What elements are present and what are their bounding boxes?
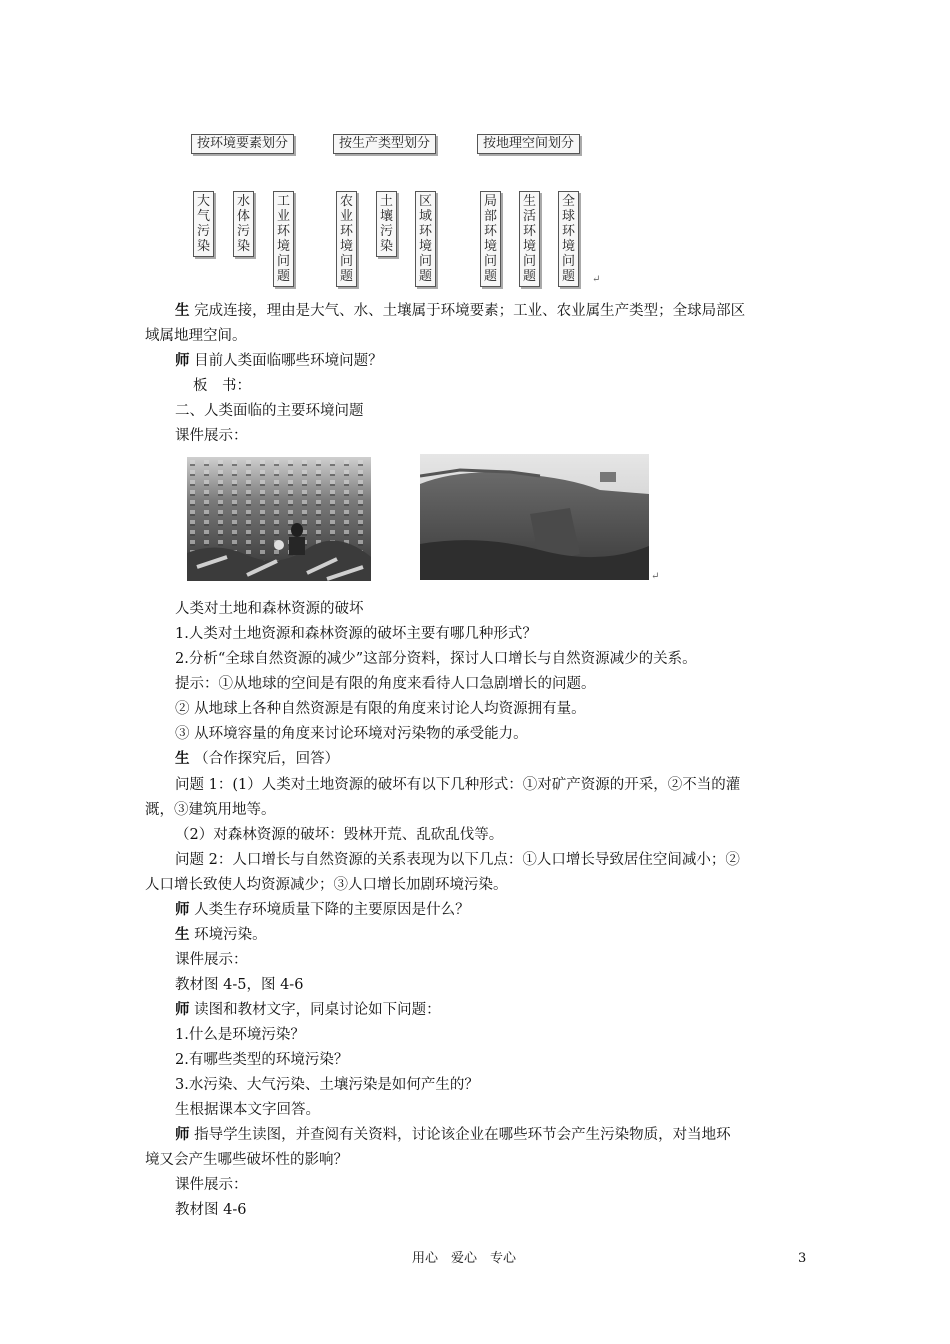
text-line: 2.有哪些类型的环境污染？ (175, 1052, 349, 1068)
mining-photo (420, 454, 649, 580)
text-line: 板 书： (193, 378, 251, 394)
text-line: （2）对森林资源的破坏：毁林开荒、乱砍乱伐等。 (175, 827, 504, 843)
footer-motto: 用心 爱心 专心 (412, 1251, 517, 1266)
text-line: 生 环境污染。 (175, 926, 267, 943)
text-line: 生 完成连接，理由是大气、水、土壤属于环境要素；工业、农业属生产类型；全球局部区 (175, 302, 746, 319)
text-line: ② 从地球上各种自然资源是有限的角度来讨论人均资源拥有量。 (175, 701, 586, 717)
text-line: 人类对土地和森林资源的破坏 (175, 601, 364, 617)
diagram-header: 按环境要素划分 (191, 134, 294, 154)
text-line: 3.水污染、大气污染、土壤污染是如何产生的？ (175, 1077, 479, 1093)
text-line: 生根据课本文字回答。 (175, 1102, 320, 1118)
text-line: 人口增长致使人均资源减少；③人口增长加剧环境污染。 (145, 877, 508, 893)
text-line: 1.人类对土地资源和森林资源的破坏主要有哪几种形式？ (175, 626, 537, 642)
return-mark-icon: ↵ (651, 571, 660, 582)
text-line: 问题 1：(1）人类对土地资源的破坏有以下几种形式：①对矿产资源的开采，②不当的灌 (175, 777, 741, 793)
text-line: 师 目前人类面临哪些环境问题？ (175, 352, 383, 369)
text-line: 溉，③建筑用地等。 (145, 802, 276, 818)
text-line: 教材图 4-5，图 4-6 (175, 977, 304, 993)
diagram-header: 按地理空间划分 (477, 134, 580, 154)
page-number: 3 (798, 1251, 807, 1266)
diagram-box: 水体污染 (233, 191, 254, 257)
text-line: ③ 从环境容量的角度来讨论环境对污染物的承受能力。 (175, 726, 528, 742)
text-line: 二、人类面临的主要环境问题 (175, 403, 364, 419)
text-line: 1.什么是环境污染？ (175, 1027, 305, 1043)
text-line: 教材图 4-6 (175, 1202, 247, 1218)
diagram-box: 区域环境问题 (415, 191, 436, 287)
text-line: 提示：①从地球的空间是有限的角度来看待人口急剧增长的问题。 (175, 676, 596, 692)
diagram-header: 按生产类型划分 (333, 134, 436, 154)
diagram-box: 土壤污染 (376, 191, 397, 257)
text-line: 课件展示： (175, 1177, 248, 1193)
deforestation-photo (187, 457, 371, 581)
diagram-box: 农业环境问题 (336, 191, 357, 287)
text-line: 师 指导学生读图，并查阅有关资料，讨论该企业在哪些环节会产生污染物质，对当地环 (175, 1126, 731, 1143)
text-line: 问题 2：人口增长与自然资源的关系表现为以下几点：①人口增长导致居住空间减小；② (175, 852, 740, 868)
text-line: 师 读图和教材文字，同桌讨论如下问题： (175, 1001, 441, 1018)
diagram-box: 全球环境问题 (558, 191, 579, 287)
diagram-box: 工业环境问题 (273, 191, 294, 287)
diagram-box: 局部环境问题 (480, 191, 501, 287)
return-mark-icon: ↵ (592, 274, 601, 285)
diagram-box: 大气污染 (193, 191, 214, 257)
text-line: 域属地理空间。 (145, 328, 247, 344)
text-line: 2.分析“全球自然资源的减少”这部分资料，探讨人口增长与自然资源减少的关系。 (175, 651, 697, 667)
text-line: 课件展示： (175, 428, 248, 444)
text-line: 生 （合作探究后，回答） (175, 750, 340, 767)
text-line: 课件展示： (175, 952, 248, 968)
text-line: 师 人类生存环境质量下降的主要原因是什么？ (175, 901, 470, 918)
text-line: 境又会产生哪些破坏性的影响？ (145, 1152, 348, 1168)
diagram-box: 生活环境问题 (519, 191, 540, 287)
